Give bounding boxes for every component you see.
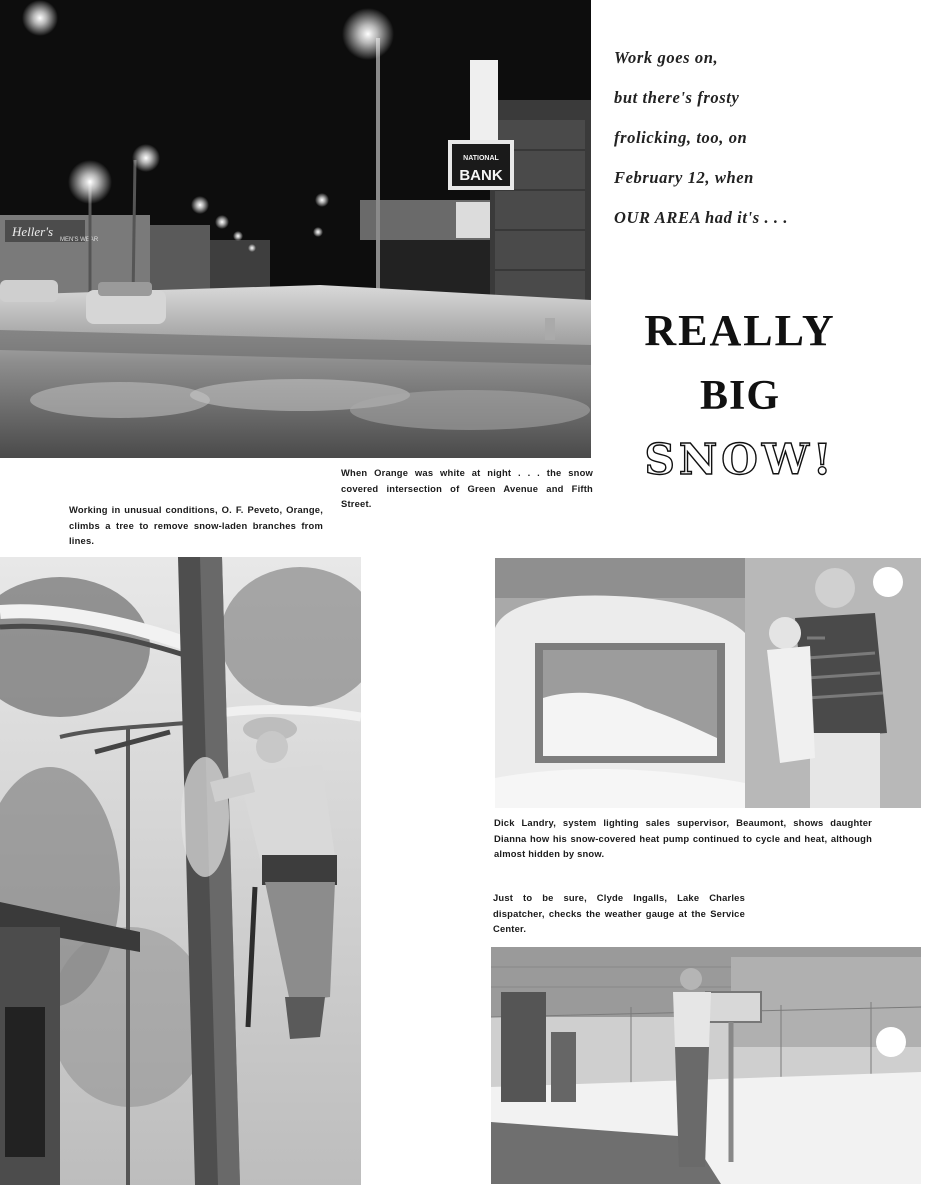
storefront-sign: Heller's — [12, 224, 54, 239]
caption-tree-climber: Working in unusual conditions, O. F. Peveto, Orange, climbs a tree to remove snow-laden branches from lines. — [69, 504, 323, 546]
intro-line: OUR AREA had it's . . . — [614, 208, 789, 227]
headline-snow: SNOW! — [644, 435, 836, 484]
photo-night-street-intersection — [0, 0, 591, 458]
caption-heat-pump: Dick Landry, system lighting sales supervisor, Beaumont, shows daughter Dianna how his snow-covered heat pump continued to cycle and heat, although almost hidden by snow. — [494, 817, 872, 859]
caption-weather-gauge: Just to be sure, Clyde Ingalls, Lake Charles dispatcher, checks the weather gauge at the Service Center. — [493, 892, 745, 934]
intro-line: but there's frosty — [614, 88, 740, 107]
caption-street: When Orange was white at night . . . the snow covered intersection of Green Avenue and Fifth Street. — [341, 467, 593, 509]
intro-line: frolicking, too, on — [614, 128, 748, 147]
photo-lineman-climbing-tree — [0, 557, 361, 1185]
intro-line: Work goes on, — [614, 48, 719, 67]
intro-line: February 12, when — [614, 168, 754, 187]
bank-sign-main: BANK — [459, 167, 503, 184]
intro-text — [614, 44, 914, 244]
bank-sign-top: NATIONAL — [463, 155, 499, 162]
photo-snow-covered-heat-pump — [495, 558, 921, 808]
storefront-sub-sign: MEN'S WEAR — [60, 237, 99, 243]
headline-really: REALLY — [644, 306, 836, 355]
photo-dispatcher-weather-gauge — [491, 947, 921, 1184]
headline-big: BIG — [699, 373, 781, 419]
